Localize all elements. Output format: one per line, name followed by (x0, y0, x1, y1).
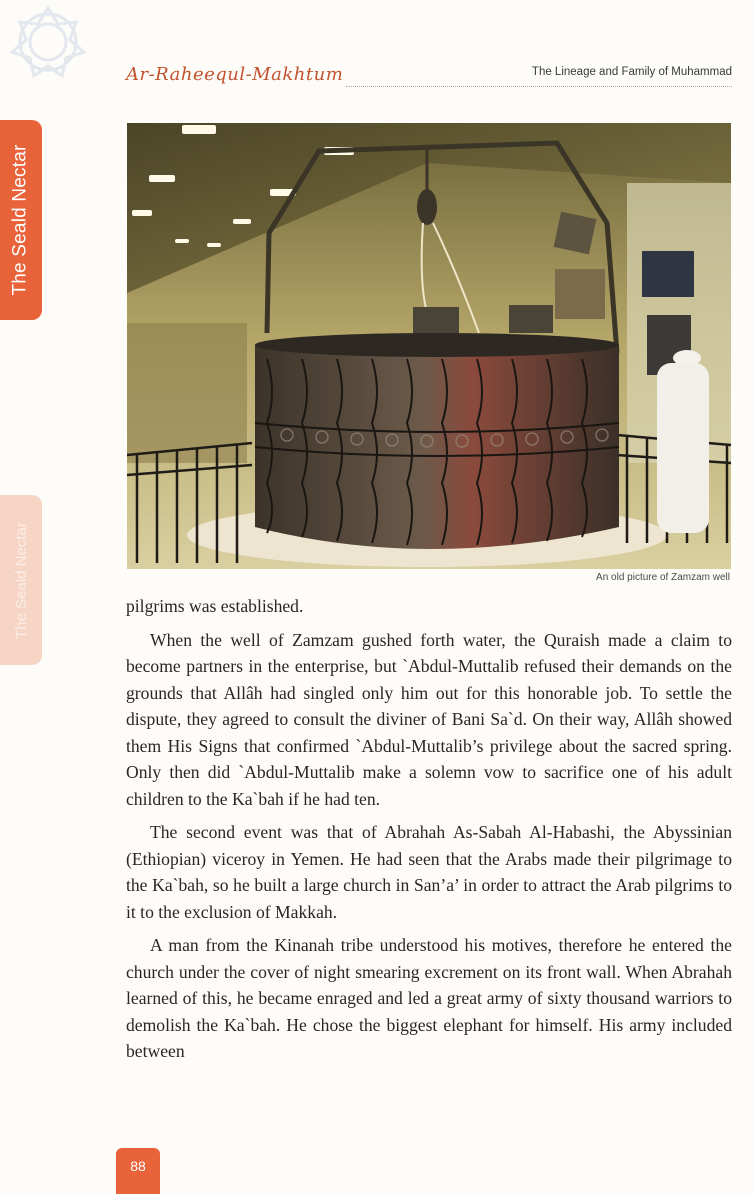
book-title: Ar-Raheequl-Makhtum (126, 64, 344, 85)
page-header (126, 62, 732, 90)
corner-ornament-icon (0, 0, 100, 100)
side-tab-label: The Seald Nectar (10, 144, 31, 296)
figure-caption: An old picture of Zamzam well (596, 572, 730, 583)
photo-illustration (127, 123, 731, 569)
zamzam-well-photo (127, 123, 731, 569)
paragraph: The second event was that of Abrahah As-Sabah Al-Habashi, the Abyssinian (Ethiopian) viceroy in Yemen. He had seen that the Arabs made their pilgrimage to the Ka`bah, so he built a large church in San’a’ in order to attract the Arab pilgrims to it to the exclusion of Makkah. (126, 822, 732, 922)
side-tab-book-title (0, 120, 42, 320)
page-number-tab (116, 1148, 160, 1194)
paragraph: When the well of Zamzam gushed forth water, the Quraish made a claim to become partners in the enterprise, but `Abdul-Muttalib refused their demands on the grounds that Allâh had singled only him out for this honorable job. To settle the dispute, they agreed to consult the diviner of Bani Sa`d. On their way, Allâh showed them His Signs that confirmed `Abdul-Muttalib’s privilege about the sacred spring. Only then did `Abdul-Muttalib make a solemn vow to sacrifice one of his adult children to the Ka`bah if he had ten. (126, 629, 732, 809)
page-number: 88 (130, 1158, 146, 1174)
side-tab-faded (0, 495, 42, 665)
header-rule (346, 86, 732, 87)
chapter-title: The Lineage and Family of Muhammad (531, 66, 732, 78)
side-tab-faded-label: The Seald Nectar (12, 521, 30, 639)
body-text (126, 593, 732, 1072)
paragraph: A man from the Kinanah tribe understood his motives, therefore he entered the church under the cover of night smearing excrement on its front wall. When Abrahah learned of this, he became enraged and led a great army of sixty thousand warriors to demolish the Ka`bah. He chose the biggest elephant for himself. His army included between (126, 935, 732, 1061)
paragraph: pilgrims was established. (126, 596, 304, 616)
